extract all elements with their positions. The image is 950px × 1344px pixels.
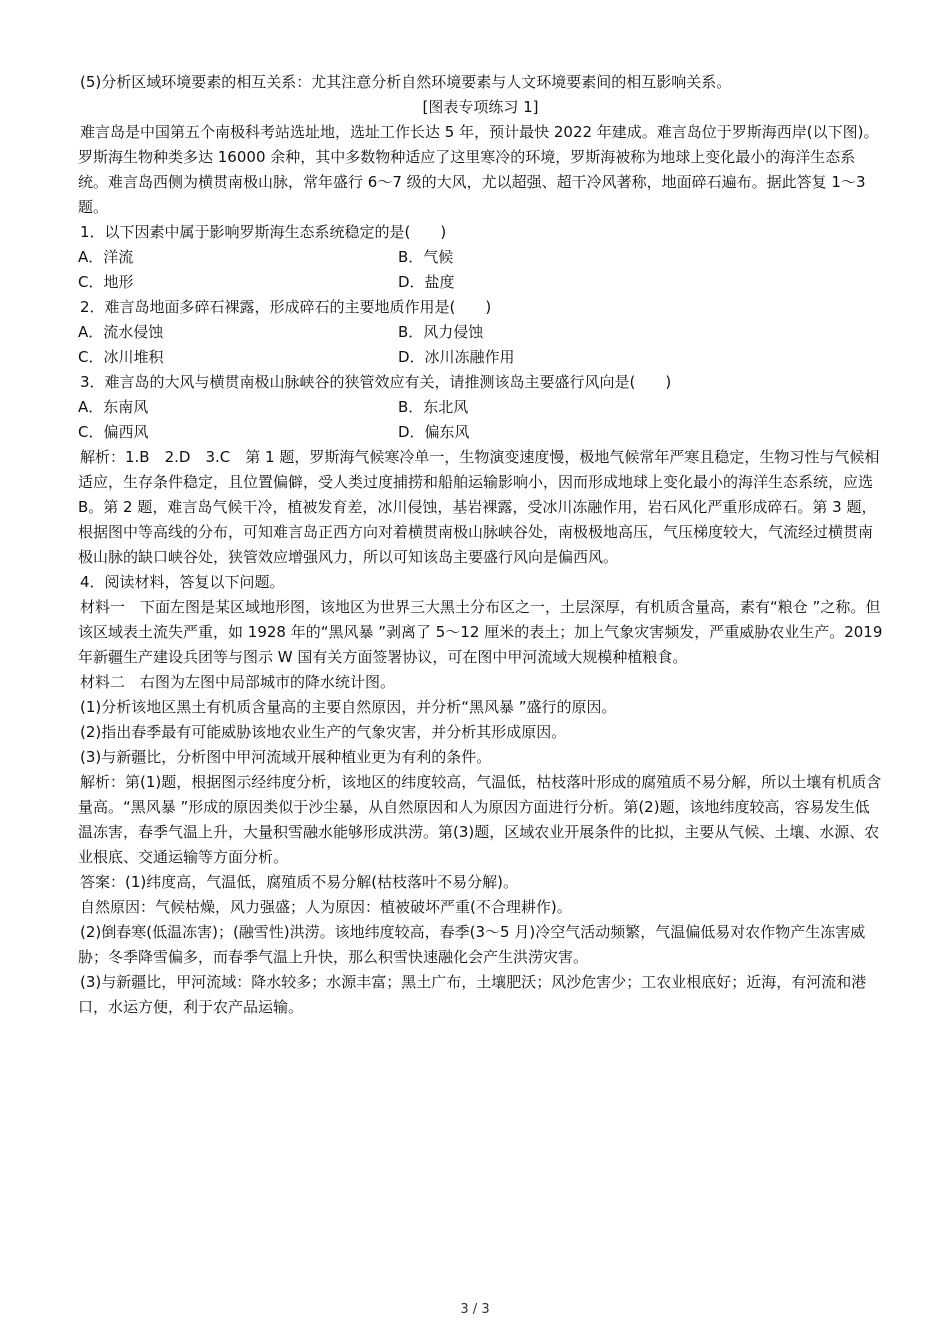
question-1 [78, 220, 883, 295]
question-stem: 1．以下因素中属于影响罗斯海生态系统稳定的是( ) [80, 223, 447, 241]
option-a: A．流水侵蚀 [78, 323, 164, 341]
intro-paragraph: (5)分析区域环境要素的相互关系：尤其注意分析自然环境要素与人文环境要素间的相互影响关系。 [80, 73, 732, 91]
sub-question-1: (1)分析该地区黑土有机质含量高的主要自然原因，并分析“黑风暴 ”盛行的原因。 [80, 698, 617, 716]
option-row [78, 320, 883, 345]
option-row [78, 270, 883, 295]
material-2: 材料二 右图为左图中局部城市的降水统计图。 [80, 673, 396, 691]
option-c: C．冰川堆积 [78, 348, 164, 366]
sub-question-2: (2)指出春季最有可能威胁该地农业生产的气象灾害，并分析其形成原因。 [80, 723, 567, 741]
page-number: 3 / 3 [460, 1302, 490, 1317]
option-row [78, 420, 883, 445]
answer-2: (2)倒春寒(低温冻害)；(融雪性)洪涝。该地纬度较高，春季(3～5 月)冷空气活动频繁，气温偏低易对农作物产生冻害威胁；冬季降雪偏多，而春季气温上升快，那么积雪快速融化会产生洪涝灾害。 [78, 923, 866, 966]
question-stem: 2．难言岛地面多碎石裸露，形成碎石的主要地质作用是( ) [80, 298, 492, 316]
section-title: [图表专项练习 1] [422, 98, 539, 116]
question-3 [78, 370, 883, 445]
option-d: D．盐度 [398, 273, 455, 291]
option-d: D．偏东风 [398, 423, 470, 441]
option-a: A．洋流 [78, 248, 134, 266]
document-body [78, 70, 883, 1020]
question-2 [78, 295, 883, 370]
answer-3: (3)与新疆比，甲河流域：降水较多；水源丰富；黑土广布，土壤肥沃；风沙危害少；工农业根底好；近海，有河流和港口，水运方便，利于农产品运输。 [78, 973, 867, 1016]
option-c: C．地形 [78, 273, 134, 291]
option-b: B．气候 [398, 248, 454, 266]
passage-1: 难言岛是中国第五个南极科考站选址地，选址工作长达 5 年，预计最快 2022 年建成。难言岛位于罗斯海西岸(以下图)。罗斯海生物种类多达 16000 余种，其中多数物种适应了这里寒冷的环境，罗斯海被称为地球上变化最小的海洋生态系统。难言岛西侧为横贯南极山脉，常年盛行 6～7 级的大风，尤以超强、超干冷风著称，地面碎石遍布。据此答复 1～3 题。 [78, 123, 879, 216]
analysis-2: 解析：第(1)题，根据图示经纬度分析，该地区的纬度较高，气温低，枯枝落叶形成的腐殖质不易分解，所以土壤有机质含量高。“黑风暴 ”形成的原因类似于沙尘暴，从自然原因和人为原因方面进行分析。第(2)题，该地纬度较高，容易发生低温冻害，春季气温上升，大量积雪融水能够形成洪涝。第(3)题，区域农业开展条件的比拟，主要从气候、土壤、水源、农业根底、交通运输等方面分析。 [78, 773, 882, 866]
option-d: D．冰川冻融作用 [398, 348, 515, 366]
option-b: B．东北风 [398, 398, 469, 416]
option-row [78, 245, 883, 270]
sub-question-3: (3)与新疆比，分析图中甲河流域开展种植业更为有利的条件。 [80, 748, 492, 766]
option-a: A．东南风 [78, 398, 149, 416]
option-row [78, 345, 883, 370]
option-c: C．偏西风 [78, 423, 149, 441]
question-4-stem: 4．阅读材料，答复以下问题。 [80, 573, 285, 591]
answer-1-detail: 自然原因：气候枯燥，风力强盛；人为原因：植被破坏严重(不合理耕作)。 [80, 898, 572, 916]
analysis-1: 解析：1.B 2.D 3.C 第 1 题，罗斯海气候寒冷单一，生物演变速度慢，极地气候常年严寒且稳定，生物习性与气候相适应，生存条件稳定，且位置偏僻，受人类过度捕捞和船舶运输影响小，因而形成地球上变化最小的海洋生态系统，应选 B。第 2 题，难言岛气候干冷，植被发育差，冰川侵蚀，基岩裸露，受冰川冻融作用，岩石风化严重形成碎石。第 3 题，根据图中等高线的分布，可知难言岛正西方向对着横贯南极山脉峡谷处，南极极地高压，气压梯度较大，气流经过横贯南极山脉的缺口峡谷处，狭管效应增强风力，所以可知该岛主要盛行风向是偏西风。 [78, 448, 880, 566]
answer-1: 答案：(1)纬度高，气温低，腐殖质不易分解(枯枝落叶不易分解)。 [80, 873, 518, 891]
material-1: 材料一 下面左图是某区域地形图，该地区为世界三大黑土分布区之一，土层深厚，有机质含量高，素有“粮仓 ”之称。但该区域表土流失严重，如 1928 年的“黑风暴 ”剥离了 5～12 厘米的表土；加上气象灾害频发，严重威胁农业生产。2019 年新疆生产建设兵团等与图示 W 国有关方面签署协议，可在图中甲河流域大规模种植粮食。 [78, 598, 883, 666]
option-b: B．风力侵蚀 [398, 323, 484, 341]
option-row [78, 395, 883, 420]
question-stem: 3．难言岛的大风与横贯南极山脉峡谷的狭管效应有关，请推测该岛主要盛行风向是( ) [80, 373, 672, 391]
